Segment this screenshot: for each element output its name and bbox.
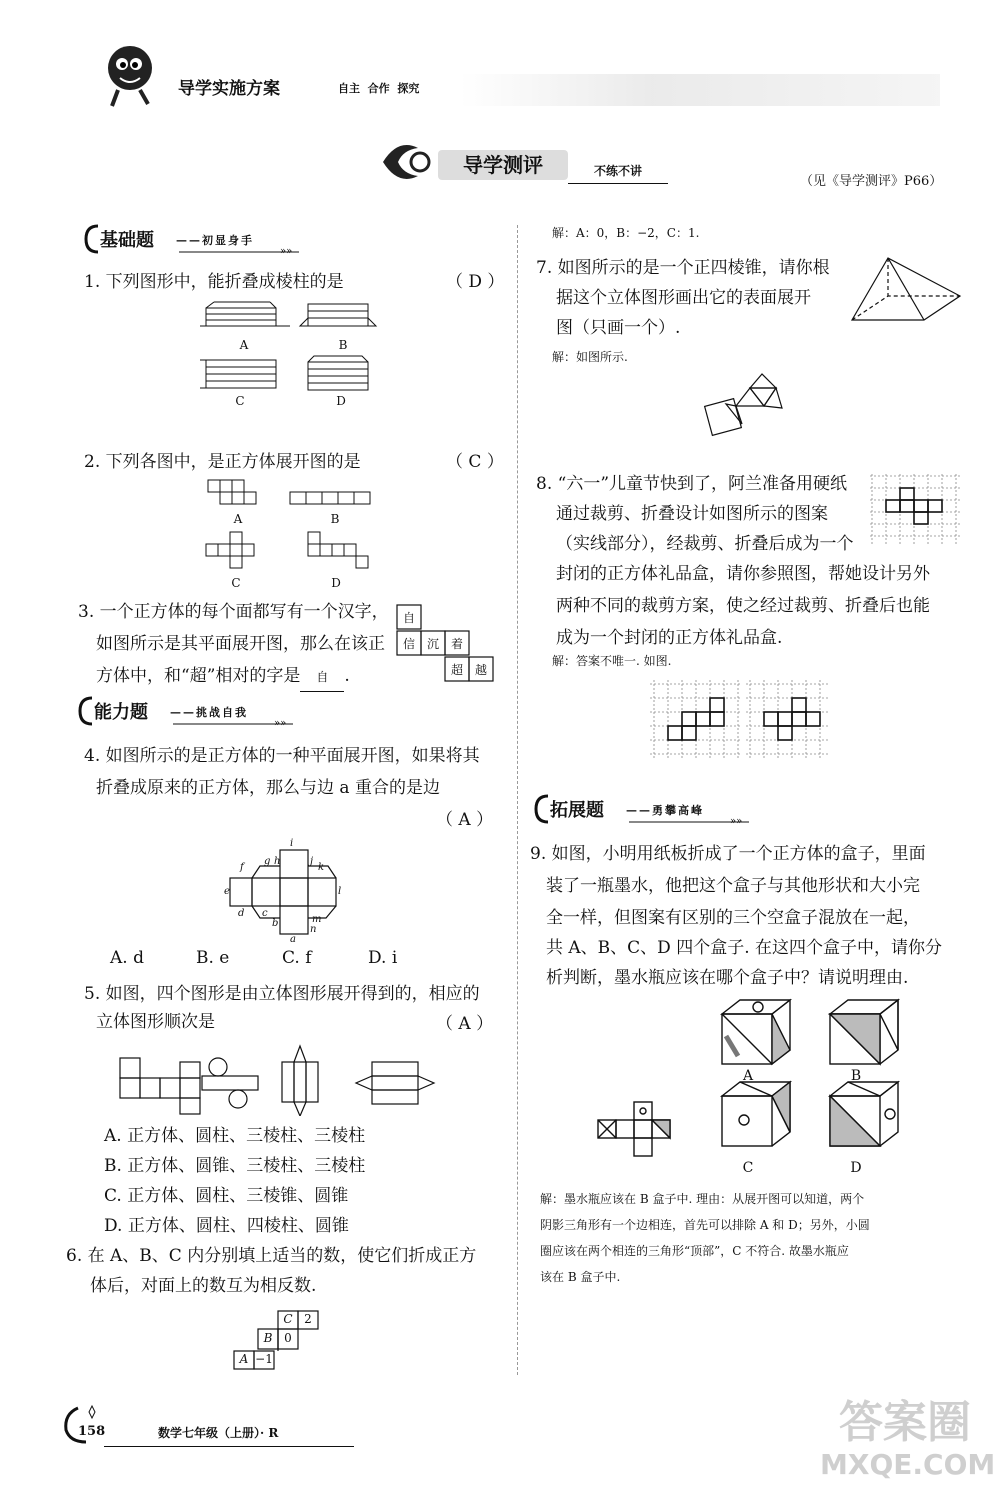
svg-text:d: d	[238, 908, 245, 919]
q1-answer: （ D ）	[446, 272, 505, 292]
q9-line5: 析判断，墨水瓶应该在哪个盒子中？请说明理由.	[546, 968, 909, 988]
watermark-text	[820, 1397, 996, 1482]
svg-text:j: j	[310, 856, 314, 867]
q8-line4: 封闭的正方体礼品盒，请你参照图，帮她设计另外	[556, 564, 930, 584]
q9-answer-line3: 圈应该在两个相连的三角形“顶部”，C 不符合. 故墨水瓶应	[540, 1244, 849, 1258]
q9-label-d: D	[850, 1160, 862, 1176]
q9-answer-line4: 该在 B 盒子中.	[540, 1270, 621, 1284]
q1-label-a: A	[239, 338, 249, 352]
q8-grid-figure	[870, 474, 962, 544]
svg-text:n: n	[310, 924, 317, 935]
q3-cell-zi: 自	[402, 611, 415, 625]
q5-figure	[116, 1040, 436, 1116]
q8-line2: 通过裁剪、折叠设计如图所示的图案	[556, 504, 828, 524]
q4-line1: 4. 如图所示的是正方体的一种平面展开图，如果将其	[84, 746, 480, 766]
q4-option-d: D. i	[368, 948, 398, 968]
q3-blank: 自	[300, 663, 344, 692]
q9-answer-line1: 解：墨水瓶应该在 B 盒子中. 理由：从展开图可以知道，两个	[540, 1192, 865, 1206]
q8-line3: （实线部分），经裁剪、折叠后成为一个	[556, 534, 854, 554]
footer-book-title: 数学七年级（上册）· R	[158, 1426, 279, 1440]
q9-line1: 9. 如图，小明用纸板折成了一个正方体的盒子，里面	[530, 844, 926, 864]
q2-text: 2. 下列各图中，是正方体展开图的是	[84, 452, 361, 472]
q9-line2: 装了一瓶墨水，他把这个盒子与其他形状和大小完	[546, 876, 920, 896]
section-ability-title: 能力题	[94, 702, 148, 723]
q7-line2: 据这个立体图形画出它的表面展开	[556, 288, 811, 308]
svg-text:»»: »»	[280, 246, 293, 256]
banner-title: 导学测评	[438, 150, 568, 180]
q1-text: 1. 下列图形中，能折叠成棱柱的是	[84, 272, 344, 292]
banner-ornament	[378, 138, 438, 186]
q3-net	[396, 604, 494, 684]
section-ability-header	[78, 694, 308, 728]
svg-text:»»: »»	[730, 816, 743, 826]
header-tags: 自主 合作 探究	[338, 82, 420, 95]
section-basic-title: 基础题	[100, 230, 154, 251]
banner-reference: （见《导学测评》P66）	[800, 174, 943, 189]
q7-pyramid-figure	[848, 254, 964, 326]
q6-net	[230, 1310, 320, 1372]
q1-label-d: D	[336, 394, 346, 408]
svg-text:f: f	[240, 862, 244, 873]
q5-option-c: C. 正方体、圆柱、三棱锥、圆锥	[104, 1186, 349, 1206]
q9-line3: 全一样，但图案有区别的三个空盒子混放在一起，	[546, 908, 920, 928]
q2-label-b: B	[330, 512, 340, 526]
section-extension-title: 拓展题	[550, 800, 604, 821]
q7-line3: 图（只画一个）.	[556, 318, 681, 338]
q6-cell-neg1: −1	[255, 1352, 273, 1366]
section-basic-header	[84, 222, 314, 256]
q3-line3-text: 方体中，和“超”相对的字是	[96, 666, 301, 686]
q7-answer: 解：如图所示.	[552, 350, 628, 364]
svg-text:c: c	[262, 908, 268, 919]
q6-line2: 体后，对面上的数互为相反数.	[90, 1276, 317, 1296]
q4-net	[220, 836, 350, 944]
q6-answer: 解：A：0，B：−2，C：1.	[552, 226, 700, 240]
q3-cell-chao: 超	[450, 663, 463, 677]
header-title: 导学实施方案	[178, 79, 280, 99]
q9-label-b: B	[850, 1068, 862, 1084]
q9-label-a: A	[742, 1068, 754, 1084]
svg-text:e: e	[224, 886, 230, 897]
banner-underline	[568, 183, 668, 184]
q2-figure	[200, 478, 390, 578]
q4-option-c: C. f	[282, 948, 312, 968]
watermark-line2: MXQE.COM	[820, 1448, 996, 1481]
svg-text:g: g	[264, 856, 271, 867]
header-decoration	[460, 74, 940, 106]
svg-text:l: l	[338, 886, 342, 897]
q6-cell-0: 0	[284, 1331, 292, 1345]
q9-line4: 共 A、B、C、D 四个盒子. 在这四个盒子中，请你分	[546, 938, 943, 958]
q8-answer-grid-1	[650, 680, 742, 760]
banner-slogan: 不练不讲	[594, 164, 643, 178]
q5-line2: 立体图形顺次是	[96, 1012, 215, 1032]
q3-cell-zhe: 着	[450, 637, 463, 651]
q9-answer-line2: 阴影三角形有一个边相连，首先可以排除 A 和 D；另外，小圆	[540, 1218, 870, 1232]
q5-answer: （ A ）	[436, 1014, 494, 1034]
q3-cell-yue: 越	[474, 663, 487, 677]
q6-cell-b: B	[263, 1331, 273, 1345]
q5-option-d: D. 正方体、圆柱、四棱柱、圆锥	[104, 1216, 349, 1236]
svg-text:m: m	[312, 914, 322, 925]
q6-cell-a: A	[239, 1352, 249, 1366]
svg-text:i: i	[290, 838, 294, 849]
q8-line5: 两种不同的裁剪方案，使之经过裁剪、折叠后也能	[556, 596, 930, 616]
svg-text:k: k	[318, 862, 325, 873]
footer-page-number: 158	[78, 1424, 106, 1439]
svg-text:h: h	[274, 856, 281, 867]
q3-line1: 3. 一个正方体的每个面都写有一个汉字，	[78, 602, 389, 622]
q8-answer: 解：答案不唯一. 如图.	[552, 654, 672, 668]
q2-label-c: C	[231, 576, 241, 590]
section-basic-sub: ——初显身手	[176, 234, 254, 247]
q3-cell-xin: 信	[402, 637, 415, 651]
q2-answer: （ C ）	[446, 452, 504, 472]
q5-option-b: B. 正方体、圆锥、三棱柱、三棱柱	[104, 1156, 366, 1176]
mascot-logo	[100, 40, 160, 110]
q8-line1: 8. “六一”儿童节快到了，阿兰准备用硬纸	[536, 474, 848, 494]
q4-option-a: A. d	[110, 948, 144, 968]
q3-line3-end: .	[344, 666, 350, 686]
q6-cell-2: 2	[304, 1312, 312, 1326]
svg-text:»»: »»	[274, 718, 287, 728]
section-extension-header	[534, 792, 764, 826]
q1-figure	[200, 298, 390, 418]
svg-text:b: b	[272, 918, 279, 929]
q3-line2: 如图所示是其平面展开图，那么在该正	[96, 634, 385, 654]
q8-line6: 成为一个封闭的正方体礼品盒.	[556, 628, 783, 648]
svg-text:a: a	[290, 934, 296, 944]
q7-answer-net	[698, 372, 788, 440]
q4-option-b: B. e	[196, 948, 230, 968]
q3-line3	[96, 662, 350, 692]
q3-cell-chen: 沉	[426, 637, 439, 651]
q4-line2: 折叠成原来的正方体，那么与边 a 重合的是边	[96, 778, 440, 798]
q5-line1: 5. 如图，四个图形是由立体图形展开得到的，相应的	[84, 984, 480, 1004]
q7-line1: 7. 如图所示的是一个正四棱锥，请你根	[536, 258, 830, 278]
q1-label-c: C	[235, 394, 245, 408]
column-divider	[517, 225, 518, 1375]
q2-label-a: A	[233, 512, 243, 526]
q9-label-c: C	[742, 1160, 754, 1176]
q4-answer: （ A ）	[436, 810, 494, 830]
q5-option-a: A. 正方体、圆柱、三棱柱、三棱柱	[104, 1126, 366, 1146]
footer-line	[104, 1446, 354, 1447]
watermark-line1: 答案圈	[839, 1397, 971, 1448]
section-ability-sub: ——挑战自我	[170, 706, 248, 719]
q6-line1: 6. 在 A、B、C 内分别填上适当的数，使它们折成正方	[66, 1246, 477, 1266]
q6-cell-c: C	[283, 1312, 293, 1326]
q1-label-b: B	[338, 338, 348, 352]
q2-label-d: D	[331, 576, 341, 590]
section-extension-sub: ——勇攀高峰	[626, 804, 704, 817]
q8-answer-grid-2	[746, 680, 830, 760]
